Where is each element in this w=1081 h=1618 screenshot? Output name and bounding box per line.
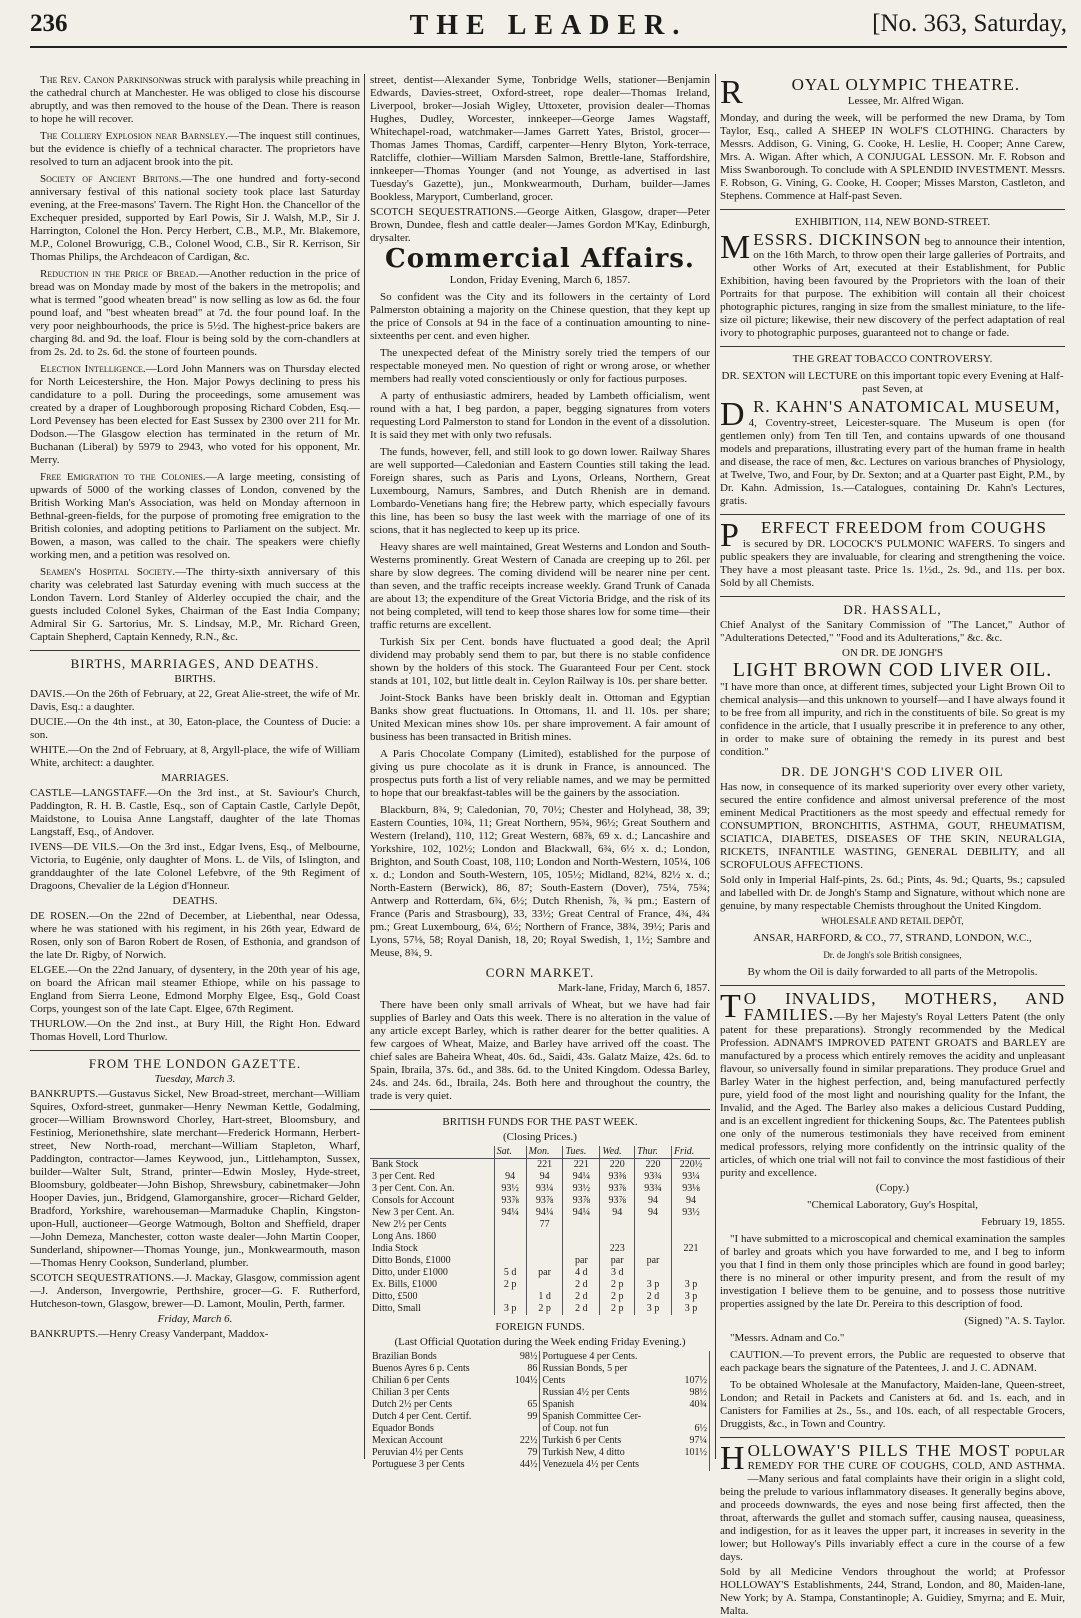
foreign-fund-price: 40¾ bbox=[674, 1399, 709, 1411]
commercial-paragraph: Heavy shares are well maintained, Great Westerns and London and South-Westerns prominently. Great Western of Canada are creeping up to 26l. per share by slow degrees. The coming dividend will be nearer nine per cent. than seven, and the traffic receipts increase weekly. Grand Trunk of Canada are about 13; the expenditure of the Great Victoria Bridge, and the risk of its not being completed, will tend to keep those shares low for some time—their traffic returns are excellent. bbox=[370, 541, 710, 631]
fund-price: 93⅞ bbox=[600, 1195, 635, 1207]
column-1 bbox=[30, 74, 360, 1459]
fund-price: 3 p bbox=[671, 1303, 710, 1315]
invalids-lab: "Chemical Laboratory, Guy's Hospital, bbox=[806, 1199, 979, 1211]
gazette-sequestrations: SCOTCH SEQUESTRATIONS.—George Aitken, Glasgow, draper—Peter Brown, Dundee, flesh and cattle dealer—James Gordon M'Kay, Edinburgh, drysalter. bbox=[370, 206, 710, 244]
news-paragraph: Election Intelligence.—Lord John Manners was on Thursday elected for North Leicestershire, the Hon. Major Powys declining to press his candidature to a poll. During the proceedings, some amusement was created by a draper of Loughborough proposing Richard Cobden, Esq.—Lord Pevensey has been elected for East Sussex by 2300 over 211 for Mr. Dodson.—The Glasgow election has terminated in the return of Mr. Buchanan (Liberal) by 5979 to 2943, who voted for his opponent, Mr. Merry. bbox=[30, 363, 361, 466]
birth-notice: WHITE.—On the 2nd of February, at 8, Argyll-place, the wife of William White, architect: a daughter. bbox=[30, 744, 360, 769]
fund-price: 2 p bbox=[526, 1303, 563, 1315]
gazette-date: Tuesday, March 3. bbox=[154, 1073, 236, 1085]
olympic-theatre-heading: R OYAL OLYMPIC THEATRE. bbox=[720, 74, 1021, 111]
foreign-fund-name: Portuguese 4 per Cents. bbox=[542, 1351, 638, 1362]
marriage-notice: IVENS—DE VILS.—On the 3rd inst., Edgar Ivens, Esq., of Melbourne, Victoria, to Eugénie, only daughter of Mons. L. de Vils, of Islington, and granddaughter of the late Colonel Lefebvre, of the 9th Regiment of Dragoons, Chevalier de la Légion d'Honneur. bbox=[30, 841, 360, 892]
table-row bbox=[370, 1219, 710, 1231]
fund-price: 94 bbox=[635, 1207, 672, 1219]
table-row bbox=[370, 1183, 710, 1195]
table-row bbox=[370, 1351, 710, 1363]
foreign-fund-price: 98½ bbox=[674, 1387, 709, 1399]
fund-price: 3 p bbox=[494, 1303, 526, 1315]
fund-price: 94 bbox=[600, 1207, 635, 1219]
funds-day-header: Frid. bbox=[671, 1146, 710, 1159]
funds-day-header: Mon. bbox=[526, 1146, 563, 1159]
perfect-freedom-ad: is secured by DR. LOCOCK'S PULMONIC WAFERS. To singers and public speakers they are invaluable, for clearing and strengthening the voice. They have a most pleasant taste. Price 1s. 1½d., 2s. 9d., and 11s. per box. Sold by all Chemists. bbox=[720, 538, 1065, 589]
fund-price: 220 bbox=[600, 1159, 635, 1172]
fund-price: 93⅛ bbox=[671, 1183, 710, 1195]
commercial-dateline: London, Friday Evening, March 6, 1857. bbox=[449, 274, 631, 286]
fund-price bbox=[600, 1219, 635, 1231]
table-row bbox=[370, 1231, 710, 1243]
fund-price: 93½ bbox=[494, 1183, 526, 1195]
column-rule-2 bbox=[715, 74, 716, 1459]
corn-dateline: Mark-lane, Friday, March 6, 1857. bbox=[557, 982, 710, 994]
foreign-fund-price: 22½ bbox=[505, 1435, 540, 1447]
gazette-heading: FROM THE LONDON GAZETTE. bbox=[88, 1056, 302, 1071]
fund-price bbox=[526, 1243, 563, 1255]
commercial-paragraph: The unexpected defeat of the Ministry sorely tried the tempers of our respectable moneyed men. No question of right or wrong arose, or whether members had really voted conscientiously or only for factious purposes. bbox=[370, 347, 710, 385]
fund-price bbox=[563, 1219, 600, 1231]
fund-price bbox=[600, 1231, 635, 1243]
fund-price: 93⅞ bbox=[526, 1195, 563, 1207]
fund-price bbox=[494, 1159, 526, 1172]
foreign-fund-name: Peruvian 4½ per Cents bbox=[372, 1447, 464, 1458]
gazette-continued: street, dentist—Alexander Syme, Tonbridge Wells, stationer—Benjamin Edwards, Davies-street, Oxford-street, rope dealer—Thomas Ireland, Liverpool, broker—Josiah Wigley, Uttoxeter, provision dealer—Thomas Hughes, Dudley, Worcester, innkeeper—George James Wagstaff, Whitechapel-road, watchmaker—James Garrett Yates, Bristol, grocer—Thomas James Thomas, Cardiff, carpenter—Henry Blyton, York-terrace, Ratcliffe, clothier—William Marsden Salmon, Brettle-lane, Staffordshire, innkeeper—Thomas Younger (and not Younge, as advertised in last Tuesday's Gazette), jun., Monkwearmouth, Durham, builder—James Bookless, Maryport, Cumberland, grocer. bbox=[370, 74, 710, 203]
foreign-funds-heading: FOREIGN FUNDS. bbox=[495, 1321, 585, 1333]
table-row bbox=[370, 1411, 710, 1423]
cod-liver-oil-heading: LIGHT BROWN COD LIVER OIL. bbox=[732, 659, 1053, 681]
invalids-addressee: "Messrs. Adnam and Co." bbox=[730, 1332, 845, 1344]
fund-name: Ditto Bonds, £1000 bbox=[372, 1255, 451, 1266]
foreign-fund-name: Chilian 6 per Cents bbox=[372, 1375, 450, 1386]
table-row bbox=[370, 1207, 710, 1219]
table-row bbox=[370, 1375, 710, 1387]
invalids-sold: To be obtained Wholesale at the Manufactory, Maiden-lane, Queen-street, London; and Retail in Packets and Canisters at 6d. and 1s. each, and in Canisters for Families at 2s., 5s., and 10s. each, of all respectable Grocers, Druggists, &c., in Town and Country. bbox=[720, 1379, 1065, 1430]
fund-price: 220½ bbox=[671, 1159, 710, 1172]
paper-title: THE LEADER. bbox=[409, 10, 688, 41]
foreign-fund-name: Buenos Ayres 6 p. Cents bbox=[372, 1363, 470, 1374]
kahn-museum-heading: D R. KAHN'S ANATOMICAL MUSEUM, bbox=[720, 396, 1061, 433]
fund-name: New 3 per Cent. An. bbox=[372, 1207, 455, 1218]
table-row bbox=[370, 1459, 710, 1471]
invalids-caution: CAUTION.—To prevent errors, the Public are requested to observe that each package bears the signature of the Patentees, J. and J. C. ADNAM. bbox=[720, 1349, 1065, 1374]
fund-price: 94¼ bbox=[563, 1207, 600, 1219]
foreign-fund-price: 98½ bbox=[505, 1351, 540, 1363]
commercial-paragraph: A party of enthusiastic admirers, headed by Lambeth officialism, went round with a hat, I beg pardon, a paper, begging signatures from voters requesting Lord Palmerston to stand for London in the event of a dissolution. It is said they met with only two refusals. bbox=[370, 390, 710, 441]
cod-liver-oil-sold: Sold only in Imperial Half-pints, 2s. 6d.; Pints, 4s. 9d.; Quarts, 9s.; capsuled and labelled with Dr. de Jongh's Stamp and Signature, without which none are genuine, by many respectable Chemists throughout the United Kingdom. bbox=[720, 874, 1065, 912]
cod-liver-oil-heading-2: DR. DE JONGH'S COD LIVER OIL bbox=[781, 764, 1004, 779]
foreign-fund-name: Spanish Committee Cer- bbox=[542, 1411, 642, 1422]
death-notice: THURLOW.—On the 2nd inst., at Bury Hill, the Right Hon. Edward Thomas Hovell, Lord Thurlow. bbox=[30, 1018, 360, 1043]
foreign-fund-price: 65 bbox=[505, 1399, 540, 1411]
foreign-fund-name: Turkish 6 per Cents bbox=[542, 1435, 622, 1446]
holloway-sold: Sold by all Medicine Vendors throughout the world; at Professor HOLLOWAY'S Establishments, 244, Strand, London, and 80, Maiden-lane, New York; by A. Stampa, Constantinople; A. Guidiey, Smyrna; and E. Muir, Malta. bbox=[720, 1566, 1065, 1617]
news-paragraph: Seamen's Hospital Society.—The thirty-sixth anniversary of this charity was celebrated last Saturday evening with much success at the London Tavern. Lord Stanley of Alderley occupied the chair, and the guests included Colonel Sykes, Chairman of the East India Company; Admiral Sir G. Sartorius, Mr. S. Lindsay, M.P., Mr. Richard Green, Captain Shepherd, Captain Kennedy, R.N., &c. bbox=[30, 566, 360, 643]
commercial-paragraph: Joint-Stock Banks have been briskly dealt in. Ottoman and Egyptian Banks show great fluctuations. In Ottomans, 1l. and 1l. 10s. per share; United Mexican mines show 10s. per share improvement. A fair amount of business has been transacted in British mines. bbox=[370, 692, 710, 743]
fund-price: 94¼ bbox=[494, 1207, 526, 1219]
invalids-lab-date: February 19, 1855. bbox=[981, 1216, 1065, 1228]
fund-price: 3 p bbox=[671, 1291, 710, 1303]
table-row bbox=[370, 1447, 710, 1459]
foreign-fund-name: Portuguese 3 per Cents bbox=[372, 1459, 465, 1470]
corn-market-heading: CORN MARKET. bbox=[485, 965, 595, 980]
fund-price: 93⅞ bbox=[600, 1183, 635, 1195]
table-row bbox=[370, 1195, 710, 1207]
funds-header-row bbox=[370, 1146, 710, 1159]
table-row bbox=[370, 1303, 710, 1315]
perfect-freedom-heading: P ERFECT FREEDOM from COUGHS bbox=[720, 517, 1047, 554]
depot-address: ANSAR, HARFORD, & CO., 77, STRAND, LONDON, W.C., bbox=[753, 932, 1032, 944]
table-row bbox=[370, 1279, 710, 1291]
fund-name: Ditto, under £1000 bbox=[372, 1267, 448, 1278]
tobacco-heading: THE GREAT TOBACCO CONTROVERSY. bbox=[792, 353, 993, 365]
fund-name: New 2½ per Cents bbox=[372, 1219, 447, 1230]
fund-price bbox=[635, 1243, 672, 1255]
exhibition-heading: EXHIBITION, 114, NEW BOND-STREET. bbox=[794, 216, 991, 228]
gazette-sequestrations: SCOTCH SEQUESTRATIONS.—J. Mackay, Glasgow, commission agent—J. Anderson, Invergowrie, Perthshire, grocer—G. F. Rutherford, Hutcheson-town, Glasgow, brewer—D. Lamont, Moulin, Perth, farmer. bbox=[30, 1272, 360, 1310]
foreign-body bbox=[370, 1351, 710, 1471]
table-row bbox=[370, 1423, 710, 1435]
foreign-fund-name: Turkish New, 4 ditto bbox=[542, 1447, 625, 1458]
corn-paragraph: There have been only small arrivals of Wheat, but we have had fair supplies of Barley and Oats this week. There is no alteration in the value of any article except Barley, which is rather dearer for the better qualities. A few cargoes of Wheat, Maize, and Barley have arrived off the coast. The chief sales are Baheira Wheat, 40s. 6d., Saidi, 43s. Galatz Maize, 42s. 6d. to Spain, Ibraila, 37s. 6d., and 38s. 6d. to the United Kingdom. Odessa Barley, 24s. and 24s. 6d., Ibraila, 24s. Both here and throughout the country, the trade is very quiet. bbox=[370, 999, 710, 1102]
hassall-on: ON DR. DE JONGH'S bbox=[842, 647, 943, 659]
deaths-heading: DEATHS. bbox=[172, 895, 218, 907]
fund-price: 93⅞ bbox=[563, 1195, 600, 1207]
fund-price: 94 bbox=[671, 1195, 710, 1207]
funds-day-header: Sat. bbox=[494, 1146, 526, 1159]
death-notice: ELGEE.—On the 22nd January, of dysentery, in the 20th year of his age, on board the African mail steamer Ethiope, while on his passage to England from Sierra Leone, Edmond Morphy Elgee, Esq., Gold Coast Corps, youngest son of the late Capt. Elgee, 67th Regiment. bbox=[30, 964, 360, 1015]
death-notice: DE ROSEN.—On the 22nd of December, at Liebenthal, near Odessa, where he was stationed with his regiment, in his 26th year, Edward de Rosen, only son of Baron Robert de Rosen, of Esthonia, and grandson of the late Dr. Rigby, of Norwich. bbox=[30, 910, 360, 961]
foreign-fund-name: Dutch 4 per Cent. Certif. bbox=[372, 1411, 472, 1422]
section-divider bbox=[370, 1109, 710, 1110]
depot-heading: WHOLESALE AND RETAIL DEPÔT, bbox=[821, 916, 964, 926]
fund-name: Ditto, Small bbox=[372, 1303, 421, 1314]
fund-price: 93¾ bbox=[635, 1183, 672, 1195]
fund-price bbox=[494, 1255, 526, 1267]
fund-name: 3 per Cent. Red bbox=[372, 1171, 435, 1182]
funds-body bbox=[370, 1159, 710, 1316]
fund-price: 3 p bbox=[635, 1279, 672, 1291]
foreign-fund-price bbox=[674, 1459, 709, 1471]
fund-name: Ex. Bills, £1000 bbox=[372, 1279, 438, 1290]
table-row bbox=[370, 1159, 710, 1172]
funds-heading: BRITISH FUNDS FOR THE PAST WEEK. bbox=[442, 1116, 638, 1128]
foreign-fund-price: 97¼ bbox=[674, 1435, 709, 1447]
fund-price bbox=[494, 1231, 526, 1243]
dickinson-ad: MESSRS. DICKINSON beg to announce their intention, on the 16th March, to throw open their large galleries of Portraits, and other Works of Art, executed at their Establishment, for Public Exhibition, having been favoured by the Proprietors with the loan of their Portraits for that purpose. The exhibition will contain all their choicest photographic pictures, ranging in size from the smallest miniature, to the life-size oil picture; likewise, their new discovery of the perfect adaptation of real ivory to photographic purposes, guaranteed not to change or fade. bbox=[720, 229, 1065, 339]
foreign-fund-price: 44½ bbox=[505, 1459, 540, 1471]
foreign-fund-name: Russian Bonds, 5 per bbox=[542, 1363, 628, 1374]
foreign-fund-price bbox=[505, 1387, 540, 1399]
fund-price: 3 p bbox=[635, 1303, 672, 1315]
fund-price: 2 p bbox=[600, 1303, 635, 1315]
fund-price: 2 d bbox=[635, 1291, 672, 1303]
foreign-fund-price: 104½ bbox=[505, 1375, 540, 1387]
fund-price bbox=[494, 1243, 526, 1255]
foreign-fund-name: Spanish bbox=[542, 1399, 575, 1410]
foreign-fund-price bbox=[674, 1411, 709, 1423]
fund-price bbox=[494, 1291, 526, 1303]
british-funds-table bbox=[370, 1146, 710, 1315]
news-paragraph: Reduction in the Price of Bread.—Another reduction in the price of bread was on Monday made by most of the bakers in the metropolis; and what is termed "good wheaten bread" is now selling as low as 6d. the four pound loaf, and "best wheaten bread" at 7d. the four pound loaf. In the very poor neighbourhoods, the price is 5½d. The highest-price bakers are charging 8d. and 9d. the loaf. Flour is being sold by the corn-chandlers at from 2s. 2d. to 2s. 6d. the stone of fourteen pounds. bbox=[30, 268, 360, 358]
fund-price: 223 bbox=[600, 1243, 635, 1255]
fund-price: 93⅞ bbox=[494, 1195, 526, 1207]
fund-price bbox=[563, 1243, 600, 1255]
foreign-fund-name: Brazilian Bonds bbox=[372, 1351, 437, 1362]
table-row bbox=[370, 1243, 710, 1255]
commercial-paragraph: Turkish Six per Cent. bonds have fluctuated a good deal; the April dividend may probably send them to par, but there is no stable confidence shown by the holders of this stock. The Guaranteed Four per Cent. stock stands at 101, 102, but little dealt in. Ceylon Railway is 10s. per share better. bbox=[370, 636, 710, 687]
marriage-notice: CASTLE—LANGSTAFF.—On the 3rd inst., at St. Saviour's Church, Paddington, R. H. B. Castle, Esq., son of Captain Castle, Carlyle Depôt, Maidstone, to Louisa Anne Langstaff, daughter of the late Thomas Langstaff, Esq., of Andover. bbox=[30, 787, 360, 838]
foreign-fund-price: 99 bbox=[505, 1411, 540, 1423]
fund-price: 5 d bbox=[494, 1267, 526, 1279]
depot-note: By whom the Oil is daily forwarded to all parts of the Metropolis. bbox=[747, 966, 1038, 978]
invalids-quote: "I have submitted to a microscopical and chemical examination the samples of barley and groats which you have forwarded to me, and I beg to inform you that I find in them only those principles which are found in good barley; there is no mineral or other impurity present, and from the result of my investigation I believe them to be genuine, and to possess those nutritive properties assigned by the late Dr. Pereira to this description of food. bbox=[720, 1233, 1065, 1310]
fund-price: 94 bbox=[635, 1195, 672, 1207]
fund-price: 93¾ bbox=[635, 1171, 672, 1183]
foreign-fund-name: Venezuela 4½ per Cents bbox=[542, 1459, 640, 1470]
fund-price: 93½ bbox=[671, 1207, 710, 1219]
foreign-fund-name: Cents bbox=[542, 1375, 566, 1386]
masthead bbox=[30, 6, 1067, 48]
fund-name: India Stock bbox=[372, 1243, 418, 1254]
birth-notice: DAVIS.—On the 26th of February, at 22, Great Alie-street, the wife of Mr. Davis, Esq.: a daughter. bbox=[30, 688, 360, 713]
fund-price: 93½ bbox=[563, 1183, 600, 1195]
fund-price: 93¼ bbox=[671, 1171, 710, 1183]
fund-name: Ditto, £500 bbox=[372, 1291, 418, 1302]
invalids-copy: (Copy.) bbox=[875, 1182, 910, 1194]
foreign-fund-price: 101½ bbox=[674, 1447, 709, 1459]
fund-price: 220 bbox=[635, 1159, 672, 1172]
table-row bbox=[370, 1387, 710, 1399]
commercial-affairs-heading: Commercial Affairs. bbox=[385, 244, 695, 274]
foreign-fund-price: 107½ bbox=[674, 1375, 709, 1387]
fund-name: Bank Stock bbox=[372, 1159, 419, 1170]
foreign-fund-price bbox=[674, 1351, 709, 1363]
foreign-fund-price bbox=[674, 1363, 709, 1375]
foreign-funds-subheading: (Last Official Quotation during the Week ending Friday Evening.) bbox=[394, 1336, 686, 1348]
fund-price: 2 d bbox=[563, 1303, 600, 1315]
table-row bbox=[370, 1399, 710, 1411]
column-2 bbox=[370, 74, 710, 1470]
fund-name: Long Ans. 1860 bbox=[372, 1231, 437, 1242]
fund-price: 221 bbox=[563, 1159, 600, 1172]
tobacco-ad: DR. SEXTON will LECTURE on this important topic every Evening at Half-past Seven, at bbox=[721, 370, 1064, 395]
gazette-bankrupts: BANKRUPTS.—Henry Creasy Vanderpant, Maddox- bbox=[30, 1328, 269, 1340]
table-row bbox=[370, 1435, 710, 1447]
column-3 bbox=[720, 74, 1065, 1617]
births-heading: BIRTHS. bbox=[174, 673, 216, 685]
commercial-paragraph: The funds, however, fell, and still look to go down lower. Railway Shares are well supported—Caledonian and Eastern Counties still taking the lead. Foreign shares, such as Paris and Lyons, Orleans, Northern, Great Luxembourg, Namurs, Sambres, and Dutch Rhenish are in demand. Lombardo-Venetians hang fire; the Hebrew party, which especially favours this line, has been so busy the last week with the marriage of one of its scions, that it has neglected to keep up its price. bbox=[370, 446, 710, 536]
foreign-fund-name: Equador Bonds bbox=[372, 1423, 434, 1434]
fund-price: 221 bbox=[671, 1243, 710, 1255]
gazette-bankrupts: BANKRUPTS.—Gustavus Sickel, New Broad-street, merchant—William Squires, Oxford-street, gunmaker—Henry Newman Kettle, Godalming, grocer—William Brownsword Chorley, Hart-street, Bloomsbury, and Festiniog, Merionethshire, slate merchant—Frederick Hormann, Herbert-street, New North-road, merchant—William Stapleton, Wharf, Paddington, contractor—James Keywood, jun., Littlehampton, Sussex, builder—Walter Sult, Strand, printer—Edwin Mosley, Hyde-street, Bloomsbury, goldbeater—John Bishop, Shrewsbury, cabinetmaker—John Hooper Davies, jun., Bridgend, Glamorganshire, grocer—Richard Gelder, Bradford, Yorkshire, warehouseman—Marmaduke Chaplin, Kingston-upon-Hull, auctioneer—George Watmough, Bolton and Sheffield, draper—John Demeza, Manchester, cotton waste dealer—John Martin Cooper, Sunderland, shipowner—Thomas Younge, jun., Monkwearmouth, mason—Thomas Henry Cookson, Sunderland, plumber. bbox=[30, 1088, 360, 1269]
fund-price: 3 d bbox=[600, 1267, 635, 1279]
foreign-fund-price: 86 bbox=[505, 1363, 540, 1375]
invalids-ad: T O INVALIDS, MOTHERS, AND FAMILIES.—By her Majesty's Royal Letters Patent (the only patent for these preparations). Strongly recommended by the Medical Profession. ADNAM'S IMPROVED PATENT GROATS and BARLEY are manufactured by a process which entirely removes the acidity and unpleasant flavour, so universally found in similar preparations. They produce Gruel and Barley Water in the highest perfection, and, being manufactured perfectly pure, yield food of the most light and nourishing quality for the Infant, the Invalid, and the Aged. The Barley also makes a delicious Custard Pudding, and is an excellent ingredient for thickening Soups, &c. The Patentees publish one only of the numerous testimonials they have received from eminent medical professors, relying more confidently on the intrinsic quality of the articles, of which one trial will not fail to convince the most fastidious of their purity and excellence. bbox=[720, 988, 1065, 1179]
fund-price: 221 bbox=[526, 1159, 563, 1172]
fund-price: par bbox=[600, 1255, 635, 1267]
foreign-funds-table bbox=[370, 1351, 710, 1471]
fund-price: 2 p bbox=[600, 1279, 635, 1291]
gazette-date: Friday, March 6. bbox=[157, 1313, 233, 1325]
kahn-ad: 4, Coventry-street, Leicester-square. The Museum is open (for gentlemen only) from Ten till Ten, and contains upwards of one thousand models and preparations, illustrating every part of the human frame in health and disease, the race of men, &c. Lectures on various branches of Physiology, at Twelve, Two, and Four, by Dr. Sexton; and at a Quarter past Eight, P.M., by Dr. Kahn. Admission, 1s.—Catalogues, containing Dr. Kahn's Lectures, gratis. bbox=[720, 417, 1065, 507]
fund-price bbox=[635, 1267, 672, 1279]
fund-price bbox=[494, 1219, 526, 1231]
table-row bbox=[370, 1255, 710, 1267]
hassall-heading: DR. HASSALL, bbox=[843, 602, 942, 617]
fund-price: par bbox=[635, 1255, 672, 1267]
funds-day-header: Wed. bbox=[600, 1146, 635, 1159]
fund-price: 2 d bbox=[563, 1291, 600, 1303]
holloway-ad: HOLLOWAY'S PILLS THE MOST POPULAR REMEDY FOR THE CURE OF COUGHS, COLD, AND ASTHMA.—Many serious and fatal complaints have their origin in a slight cold, being the prelude to various inflammatory diseases. It generally begins above, and proceeds downwards, the eyes and nose being first affected, then the throat, afterwards the gullet and stomach suffer, causing nausea, queasiness, and indigestion, for as it leaves the upper part, it increases in severity in the lower; but Holloway's Pills invariably effect a cure in the course of a few days. bbox=[720, 1440, 1065, 1563]
fund-price: 94¼ bbox=[563, 1171, 600, 1183]
fund-price: 3 p bbox=[671, 1279, 710, 1291]
fund-price: 2 d bbox=[563, 1279, 600, 1291]
news-paragraph: The Colliery Explosion near Barnsley.—The inquest still continues, but the evidence is chiefly of a technical character. The proprietors have resolved to turn an adjacent brook into the pit. bbox=[30, 130, 360, 168]
fund-price: 2 p bbox=[494, 1279, 526, 1291]
fund-price: 94¼ bbox=[526, 1207, 563, 1219]
fund-price bbox=[671, 1219, 710, 1231]
commercial-paragraph: A Paris Chocolate Company (Limited), established for the purpose of giving us pure chocolate as it is drunk in France, is announced. The prospectus puts forth a list of very reliable names, and we may be permitted to hope that our breakfast-tables will be the gainers by the association. bbox=[370, 748, 710, 799]
fund-price: 93¼ bbox=[526, 1183, 563, 1195]
fund-price bbox=[526, 1255, 563, 1267]
column-rule-1 bbox=[364, 74, 365, 1459]
news-paragraph: Society of Ancient Britons.—The one hundred and forty-second anniversary festival of this national society took place last Saturday evening, at the Free-masons' Tavern. The Right Hon. the Chancellor of the Exchequer presided, supported by Earl Powis, Sir J. Walsh, M.P., Sir J. Harrington, Colonel the Hon. Percy Herbert, C.B., M.P., Mr. Blakemore, M.P., Colonel Browurigg, C.B., Colonel Wood, C.B., Sir R. Kerrison, Sir Thomas Philips, the Archdeacon of Cardigan, &c. bbox=[30, 173, 360, 263]
olympic-lessee: Lessee, Mr. Alfred Wigan. bbox=[847, 95, 964, 107]
fund-price: 94 bbox=[526, 1171, 563, 1183]
news-paragraph: Free Emigration to the Colonies.—A large meeting, consisting of upwards of 5000 of the working classes of London, convened by the British Working Man's Association, was held on Monday afternoon in Bethnal-green-fields, for the purpose of promoting free emigration to the British colonies, and adopting petitions to Parliament on the subject. Mr. Bowen, a mason, was called to the chair. The speakers were chiefly working men, and a petition was resolved on. bbox=[30, 471, 360, 561]
fund-price bbox=[635, 1231, 672, 1243]
fund-name: Consols for Account bbox=[372, 1195, 455, 1206]
table-row bbox=[370, 1363, 710, 1375]
foreign-fund-name: Russian 4½ per Cents bbox=[542, 1387, 630, 1398]
table-row bbox=[370, 1267, 710, 1279]
fund-price bbox=[526, 1231, 563, 1243]
fund-price bbox=[563, 1231, 600, 1243]
marriages-heading: MARRIAGES. bbox=[161, 772, 229, 784]
fund-price bbox=[671, 1255, 710, 1267]
commercial-paragraph: So confident was the City and its followers in the certainty of Lord Palmerston obtaining a majority on the Chinese question, that they kept up the price of Consols at 94 in the face of a continuation amounting to nine-sixteenths per cent. and even higher. bbox=[370, 291, 710, 342]
fund-price: 94 bbox=[494, 1171, 526, 1183]
fund-price: 93⅜ bbox=[600, 1171, 635, 1183]
fund-name: 3 per Cent. Con. An. bbox=[372, 1183, 455, 1194]
news-paragraph: The Rev. Canon Parkinsonwas struck with paralysis while preaching in the cathedral church at Manchester. He was obliged to close his discourse abruptly, and was then removed to the house of the Dean. There is reason to hope he will recover. bbox=[30, 74, 360, 125]
fund-price: 1 d bbox=[526, 1291, 563, 1303]
foreign-fund-price: 79 bbox=[505, 1447, 540, 1459]
bmd-heading: BIRTHS, MARRIAGES, AND DEATHS. bbox=[70, 656, 320, 671]
foreign-fund-name: Mexican Account bbox=[372, 1435, 443, 1446]
page-number: 236 bbox=[30, 10, 68, 37]
fund-price bbox=[671, 1231, 710, 1243]
fund-price: par bbox=[526, 1267, 563, 1279]
olympic-ad: Monday, and during the week, will be performed the new Drama, by Tom Taylor, Esq., called A SHEEP IN WOLF'S CLOTHING. Characters by Messrs. Addison, G. Vining, G. Cooke, H. Leslie, H. Cooper; Anne Carew, Mrs. A. Wigan. After which, A CONJUGAL LESSON. Mr. F. Robson and Miss Swanborough. To conclude with A SPLENDID INVESTMENT. Messrs. F. Robson, G. Vining, G. Cooke, H. Cooper; Misses Marston, Castleton, and Stephens. Commence at Half-past Seven. bbox=[720, 112, 1065, 202]
cod-liver-oil-text: Has now, in consequence of its marked superiority over every other variety, secured the entire confidence and almost universal preference of the most eminent Medical Practitioners as the most speedy and effectual remedy for CONSUMPTION, BRONCHITIS, ASTHMA, GOUT, RHEUMATISM, SCIATICA, DIABETES, DISEASES OF THE SKIN, NEURALGIA, RICKETS, INFANTILE WASTING, GENERAL DEBILITY, and all SCROFULOUS AFFECTIONS. bbox=[720, 781, 1065, 871]
share-prices: Blackburn, 8¾, 9; Caledonian, 70, 70½; Chester and Holyhead, 38, 39; Eastern Counties, 10¾, 11; Great Northern, 95¾, 96½; Great Southern and Western (Ireland), 110, 112; Great Western, 68⅞, 69 x. d.; Lancashire and Yorkshire, 102, 102½; London and Blackwall, 6¾, 6½ x. d.; London, Brighton, and South Coast, 108, 110; London and North-Western, 105¼, 106 x. d.; London and South-Western, 105, 105½; Midland, 82¼, 82½ x. d.; North-Eastern (Berwick), 86, 87; South-Eastern (Dover), 75¼, 75¾; Antwerp and Rotterdam, 6¾, 6½; Dutch Rhenish, ⅞, ¾ pm.; Eastern of France (Paris and Strasbourg), 33, 33½; Great Central of France, 4¾, 4¾ pm.; Great Luxembourg, 6¼, 6½; Northern of France, 38¾, 39½; Paris and Lyons, 57⅛, 58; Royal Danish, 18, 20; Royal Swedish, 1, 1½; Sambre and Meuse, 8¾, 9. bbox=[370, 804, 710, 959]
funds-day-header: Tues. bbox=[563, 1146, 600, 1159]
foreign-fund-price: 6½ bbox=[674, 1423, 709, 1435]
fund-price: par bbox=[563, 1255, 600, 1267]
fund-price bbox=[671, 1267, 710, 1279]
invalids-signature: (Signed) "A. S. Taylor. bbox=[964, 1315, 1065, 1327]
funds-day-header: Thur. bbox=[635, 1146, 672, 1159]
fund-price bbox=[635, 1219, 672, 1231]
foreign-fund-name: Chilian 3 per Cents bbox=[372, 1387, 450, 1398]
table-row bbox=[370, 1291, 710, 1303]
table-row bbox=[370, 1171, 710, 1183]
foreign-fund-name: of Coup. not fun bbox=[542, 1423, 609, 1434]
depot-consignees: Dr. de Jongh's sole British consignees, bbox=[823, 950, 962, 960]
issue-number: [No. 363, Saturday, bbox=[872, 10, 1067, 37]
cod-liver-oil-quote: "I have more than once, at different times, subjected your Light Brown Oil to chemical analysis—and this unknown to yourself—and I have always found it to be free from all impurity, and rich in the constituents of bile. So great is my confidence in the article, that I usually prescribe it in preference to any other, in order to make sure of obtaining the remedy in its purest and best condition." bbox=[720, 681, 1065, 758]
fund-price: 77 bbox=[526, 1219, 563, 1231]
foreign-fund-name: Dutch 2½ per Cents bbox=[372, 1399, 452, 1410]
fund-price: 4 d bbox=[563, 1267, 600, 1279]
funds-subheading: (Closing Prices.) bbox=[503, 1131, 577, 1143]
hassall-credentials: Chief Analyst of the Sanitary Commission of "The Lancet," Author of "Adulterations Detected," "Food and its Adulterations," &c. &c. bbox=[720, 619, 1065, 644]
fund-price bbox=[526, 1279, 563, 1291]
foreign-fund-price bbox=[505, 1423, 540, 1435]
section-divider bbox=[30, 650, 360, 651]
birth-notice: DUCIE.—On the 4th inst., at 30, Eaton-place, the Countess of Ducie: a son. bbox=[30, 716, 360, 741]
fund-price: 2 p bbox=[600, 1291, 635, 1303]
section-divider bbox=[30, 1050, 360, 1051]
